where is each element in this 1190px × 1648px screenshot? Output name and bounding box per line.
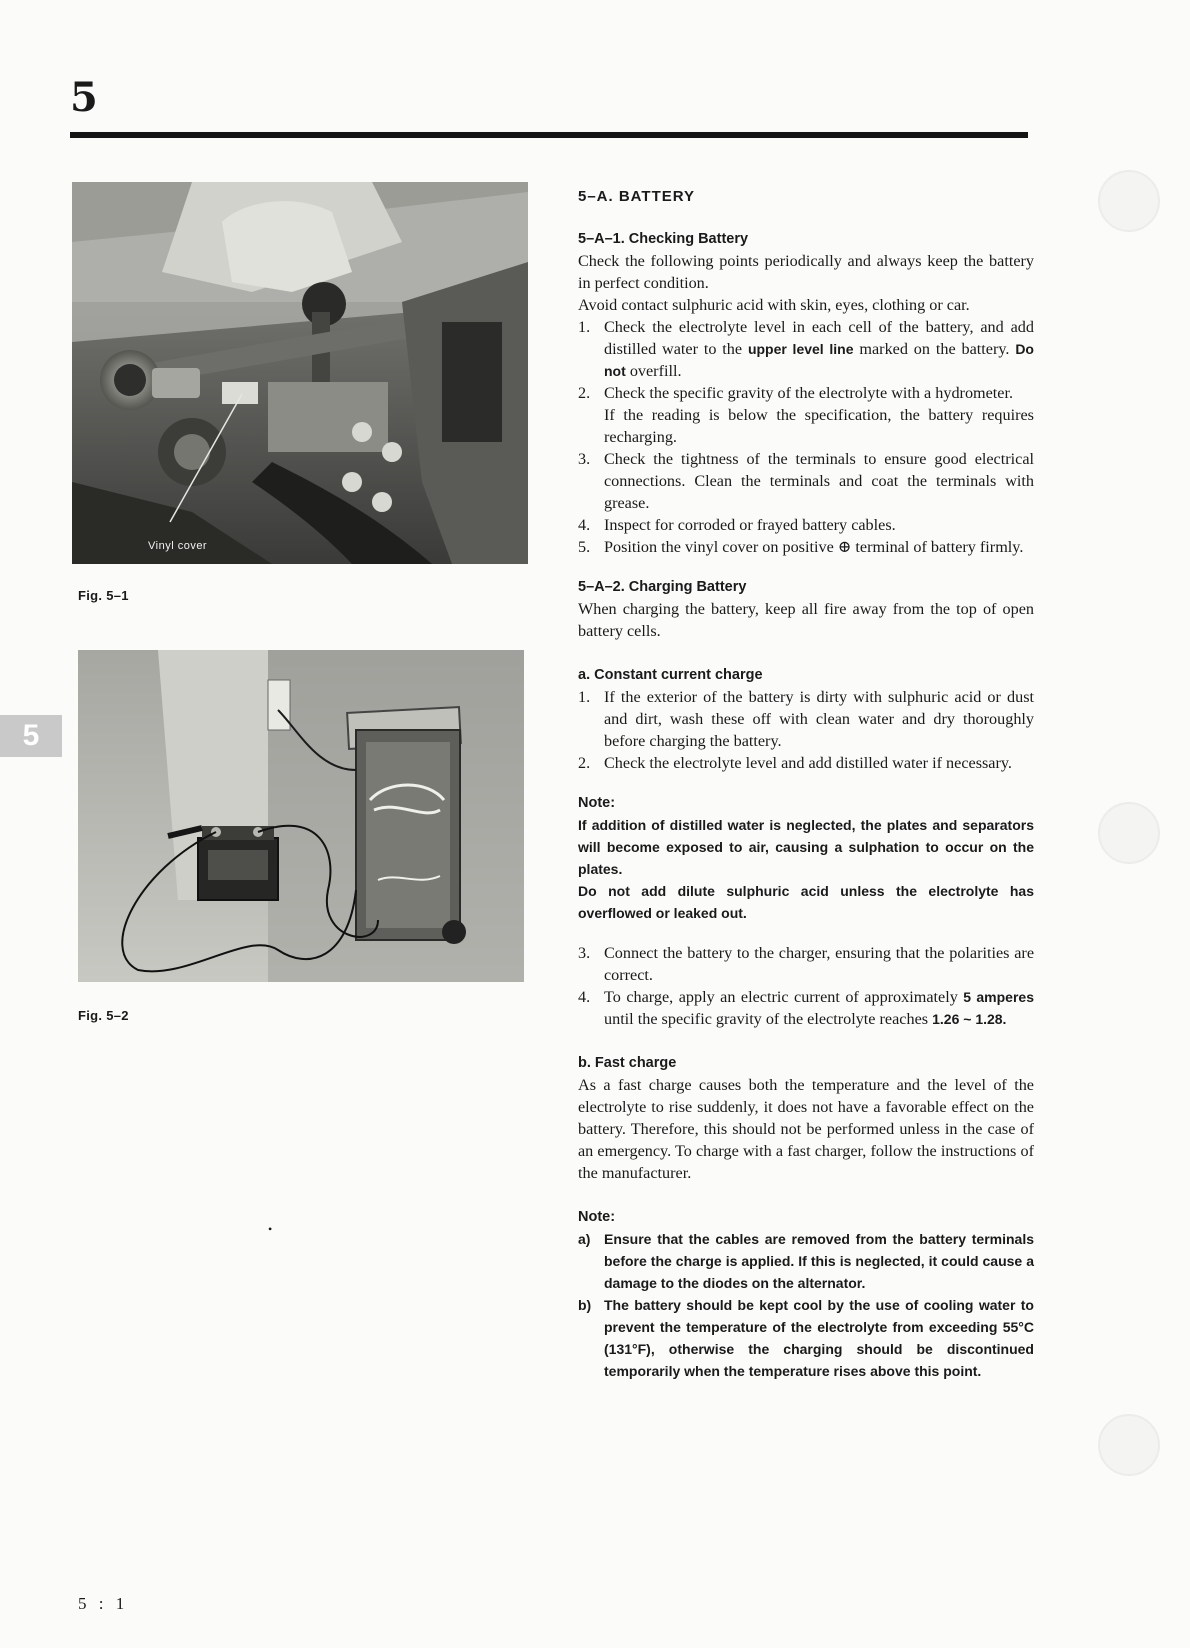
checking-steps (578, 316, 1034, 558)
chapter-side-tab: 5 (0, 715, 62, 757)
charging-intro: When charging the battery, keep all fire away from the top of open battery cells. (578, 600, 1034, 640)
fig-5-2-photo (78, 650, 524, 982)
fig-5-1-caption: Fig. 5–1 (78, 588, 129, 603)
checking-step: 1. Check the electrolyte level in each cell of the battery, and add distilled water to the upper level line marked on the battery. Do not overfill. (578, 318, 1034, 380)
fast-charge-note: b) The battery should be kept cool by the use of cooling water to prevent the temperature of the electrolyte from exceeding 55°C (131°F), otherwise the charging should be discontinued temporarily when the temperature rises above this point. (578, 1297, 1034, 1379)
binder-hole-1 (1098, 170, 1160, 232)
text-column (578, 182, 1034, 1382)
fast-charge-notes (578, 1228, 1034, 1382)
note-distilled-water: If addition of distilled water is neglected, the plates and separators will become exposed to air, causing a sulphation to occur on the plates. (578, 817, 1034, 877)
binder-hole-2 (1098, 802, 1160, 864)
subsection-charging-title: 5–A–2. Charging Battery (578, 579, 747, 595)
fig-5-1-photo (72, 182, 528, 564)
header-rule (70, 132, 1028, 138)
fast-charge-text: As a fast charge causes both the temperature and the level of the electrolyte to rise suddenly, it does not have a favorable effect on the battery. Therefore, this should not be performed unless in the case of an emergency. To charge with a fast charger, follow the instructions of the manufacturer. (578, 1076, 1034, 1182)
chapter-number: 5 (70, 74, 98, 121)
page-number: 5 : 1 (78, 1594, 129, 1613)
note-dilute-acid: Do not add dilute sulphuric acid unless the electrolyte has overflowed or leaked out. (578, 883, 1034, 921)
constant-charge-title: a. Constant current charge (578, 667, 763, 683)
checking-intro-1: Check the following points periodically and always keep the battery in perfect condition. (578, 252, 1034, 292)
constant-charge-steps-continued (578, 942, 1034, 1030)
checking-intro-2: Avoid contact sulphuric acid with skin, eyes, clothing or car. (578, 296, 970, 314)
subsection-checking-title: 5–A–1. Checking Battery (578, 231, 749, 247)
fig-5-2-caption: Fig. 5–2 (78, 1008, 129, 1023)
checking-step: 4. Inspect for corroded or frayed battery cables. (578, 516, 896, 534)
constant-charge-step: 4. To charge, apply an electric current of approximately 5 amperes until the specific gravity of the electrolyte reaches 1.26 ~ 1.28. (578, 988, 1034, 1028)
constant-charge-steps (578, 686, 1034, 774)
constant-charge-step: 2. Check the electrolyte level and add distilled water if necessary. (578, 754, 1012, 772)
vinyl-cover-callout: Vinyl cover (148, 540, 208, 552)
checking-step: 2. Check the specific gravity of the electrolyte with a hydrometer. If the reading is below the specification, the battery requires recharging. (578, 384, 1034, 446)
section-title: 5–A. BATTERY (578, 188, 696, 205)
constant-charge-step: 3. Connect the battery to the charger, ensuring that the polarities are correct. (578, 944, 1034, 984)
constant-charge-step: 1. If the exterior of the battery is dirty with sulphuric acid or dust and dirt, wash these off with clean water and dry thoroughly before charging the battery. (578, 688, 1034, 750)
checking-step: 3. Check the tightness of the terminals to ensure good electrical connections. Clean the terminals and coat the terminals with grease. (578, 450, 1034, 512)
fast-charge-note: a) Ensure that the cables are removed from the battery terminals before the charge is applied. If this is neglected, it could cause a damage to the diodes on the alternator. (578, 1231, 1034, 1291)
fast-charge-title: b. Fast charge (578, 1055, 677, 1071)
note-heading-2: Note: (578, 1209, 616, 1225)
checking-step: 5. Position the vinyl cover on positive ⊕ terminal of battery firmly. (578, 538, 1024, 556)
binder-hole-3 (1098, 1414, 1160, 1476)
note-heading: Note: (578, 795, 616, 811)
stray-mark: • (268, 1222, 273, 1236)
